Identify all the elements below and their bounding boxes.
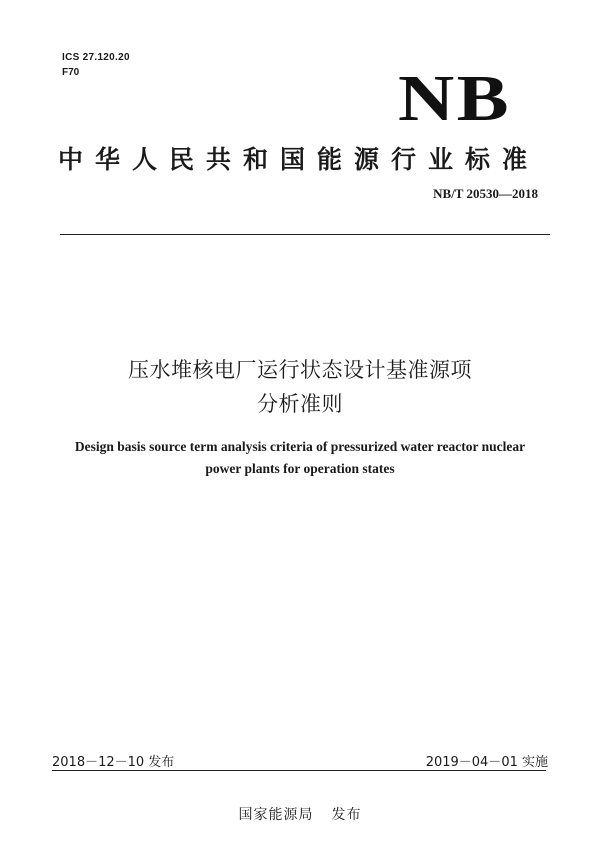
issuer-line: [0, 804, 600, 824]
title-en-line2: power plants for operation states: [205, 461, 395, 476]
issue-word: 发布: [331, 807, 362, 823]
footer-divider: [52, 770, 546, 771]
standard-logo: NB: [398, 62, 511, 135]
clc-code: F70: [62, 67, 80, 78]
header-divider: [60, 234, 550, 235]
publish-date: 2018－12－10 发布: [52, 755, 175, 770]
industry-standard-heading: 中华人民共和国能源行业标准: [58, 145, 540, 174]
title-cn-line1: 压水堆核电厂运行状态设计基准源项: [128, 358, 472, 382]
title-cn-line2: 分析准则: [257, 392, 343, 416]
title-en-line1: Design basis source term analysis criteria of pressurized water reactor nuclear: [74, 439, 526, 454]
effective-date: 2019－04－01 实施: [425, 755, 548, 770]
ics-code: ICS 27.120.20: [62, 52, 130, 63]
standard-number: NB/T 20530—2018: [433, 186, 538, 201]
issuer-name: 国家能源局: [238, 807, 314, 823]
